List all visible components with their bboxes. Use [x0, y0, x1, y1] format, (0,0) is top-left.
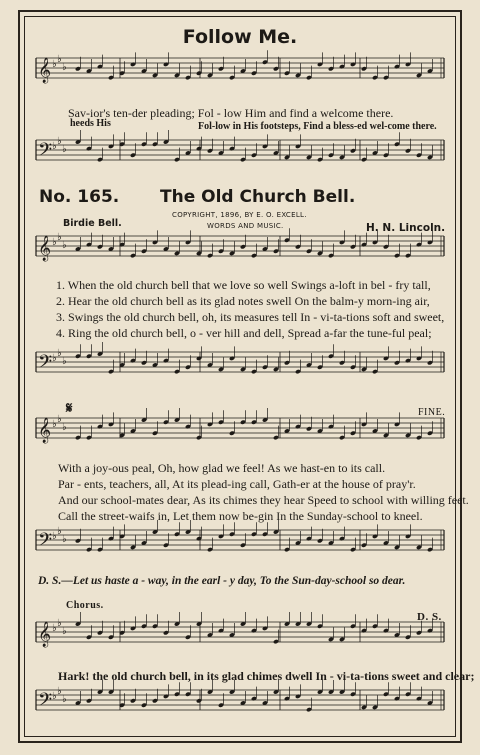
verse-2-line-1: 2. Hear the old church bell as its glad notes swell On the balm-y morn-ing air,: [56, 294, 430, 308]
ds-lyric-line: D. S.—Let us haste a - way, in the earl - y day, To the Sun-day-school so dear.: [38, 575, 406, 587]
svg-text:♭: ♭: [62, 694, 67, 705]
verse-1-line-1: 1. When the old church bell that we love so well Swings a-loft in bel - fry tall,: [56, 278, 431, 292]
svg-text:♭: ♭: [62, 422, 67, 433]
ds-label: D. S.: [417, 611, 442, 623]
svg-text:♭: ♭: [52, 691, 57, 702]
top-lyric-line-2-right: Fol-low in His footsteps, Find a bless-ed wel-come there.: [198, 121, 437, 132]
chorus-lyric-line: Hark! the old church bell, in its glad chimes dwell In - vi-ta-tions sweet and clear;: [58, 669, 475, 683]
svg-text:𝄢: 𝄢: [38, 352, 53, 377]
svg-text:𝄢: 𝄢: [38, 690, 53, 715]
svg-text:♭: ♭: [52, 419, 57, 430]
svg-text:♭: ♭: [52, 353, 57, 364]
hymn-number: No. 165.: [39, 187, 120, 207]
verse-3-line-2: And our school-mates dear, As its chimes they hear Speed to school with willing feet.: [58, 493, 469, 507]
svg-text:♭: ♭: [57, 686, 62, 697]
svg-text:♭: ♭: [57, 618, 62, 629]
svg-text:♭: ♭: [52, 59, 57, 70]
svg-text:♭: ♭: [62, 144, 67, 155]
svg-text:♭: ♭: [62, 356, 67, 367]
copyright-notice: COPYRIGHT, 1896, BY E. O. EXCELL.: [172, 211, 307, 219]
words-and-music: WORDS AND MUSIC.: [207, 222, 284, 230]
svg-text:♭: ♭: [62, 240, 67, 251]
svg-text:♭: ♭: [57, 136, 62, 147]
top-hymn-title: Follow Me.: [182, 26, 298, 48]
svg-text:♭: ♭: [57, 54, 62, 65]
verse-4-line-2: Call the street-waifs in, Let them now be-gin In the Sunday-school to kneel.: [58, 509, 423, 523]
svg-text:𝄢: 𝄢: [38, 530, 53, 555]
svg-text:♭: ♭: [62, 62, 67, 73]
svg-text:𝄢: 𝄢: [38, 140, 53, 165]
svg-text:♭: ♭: [57, 232, 62, 243]
svg-text:♭: ♭: [57, 348, 62, 359]
author-credit: H. N. Lincoln.: [366, 222, 446, 234]
hymn-title: The Old Church Bell.: [160, 187, 356, 207]
svg-text:♭: ♭: [57, 526, 62, 537]
verse-4-line-1: 4. Ring the old church bell, o - ver hill and dell, Spread a-far the tune-ful peal;: [56, 326, 432, 340]
svg-text:♭: ♭: [57, 414, 62, 425]
tune-name: Birdie Bell.: [63, 218, 122, 229]
svg-text:♭: ♭: [52, 623, 57, 634]
svg-text:♭: ♭: [52, 141, 57, 152]
svg-text:♭: ♭: [62, 534, 67, 545]
top-lyric-line-1: Sav-ior's ten-der pleading; Fol - low Him and find a welcome there.: [68, 106, 394, 120]
svg-text:𝄞: 𝄞: [38, 418, 52, 443]
verse-3-line-1: 3. Swings the old church bell, oh, its measures tell In - vi-ta-tions soft and sweet,: [56, 310, 445, 324]
svg-text:♭: ♭: [52, 531, 57, 542]
svg-text:𝄞: 𝄞: [38, 236, 52, 261]
verse-2-line-2: Par - ents, teachers, all, At its plead-ing call, Gath-er at the house of pray'r.: [58, 477, 416, 491]
svg-text:𝄞: 𝄞: [38, 622, 52, 647]
segno-sign: 𝄋: [66, 401, 73, 417]
svg-text:𝄞: 𝄞: [38, 58, 52, 83]
verse-1-line-2: With a joy-ous peal, Oh, how glad we feel! As we hast-en to its call.: [58, 461, 386, 475]
svg-text:♭: ♭: [62, 626, 67, 637]
top-lyric-line-2-left: heeds His: [70, 118, 111, 129]
chorus-label: Chorus.: [66, 600, 104, 611]
fine-marking: FINE.: [418, 407, 446, 418]
svg-text:♭: ♭: [52, 237, 57, 248]
